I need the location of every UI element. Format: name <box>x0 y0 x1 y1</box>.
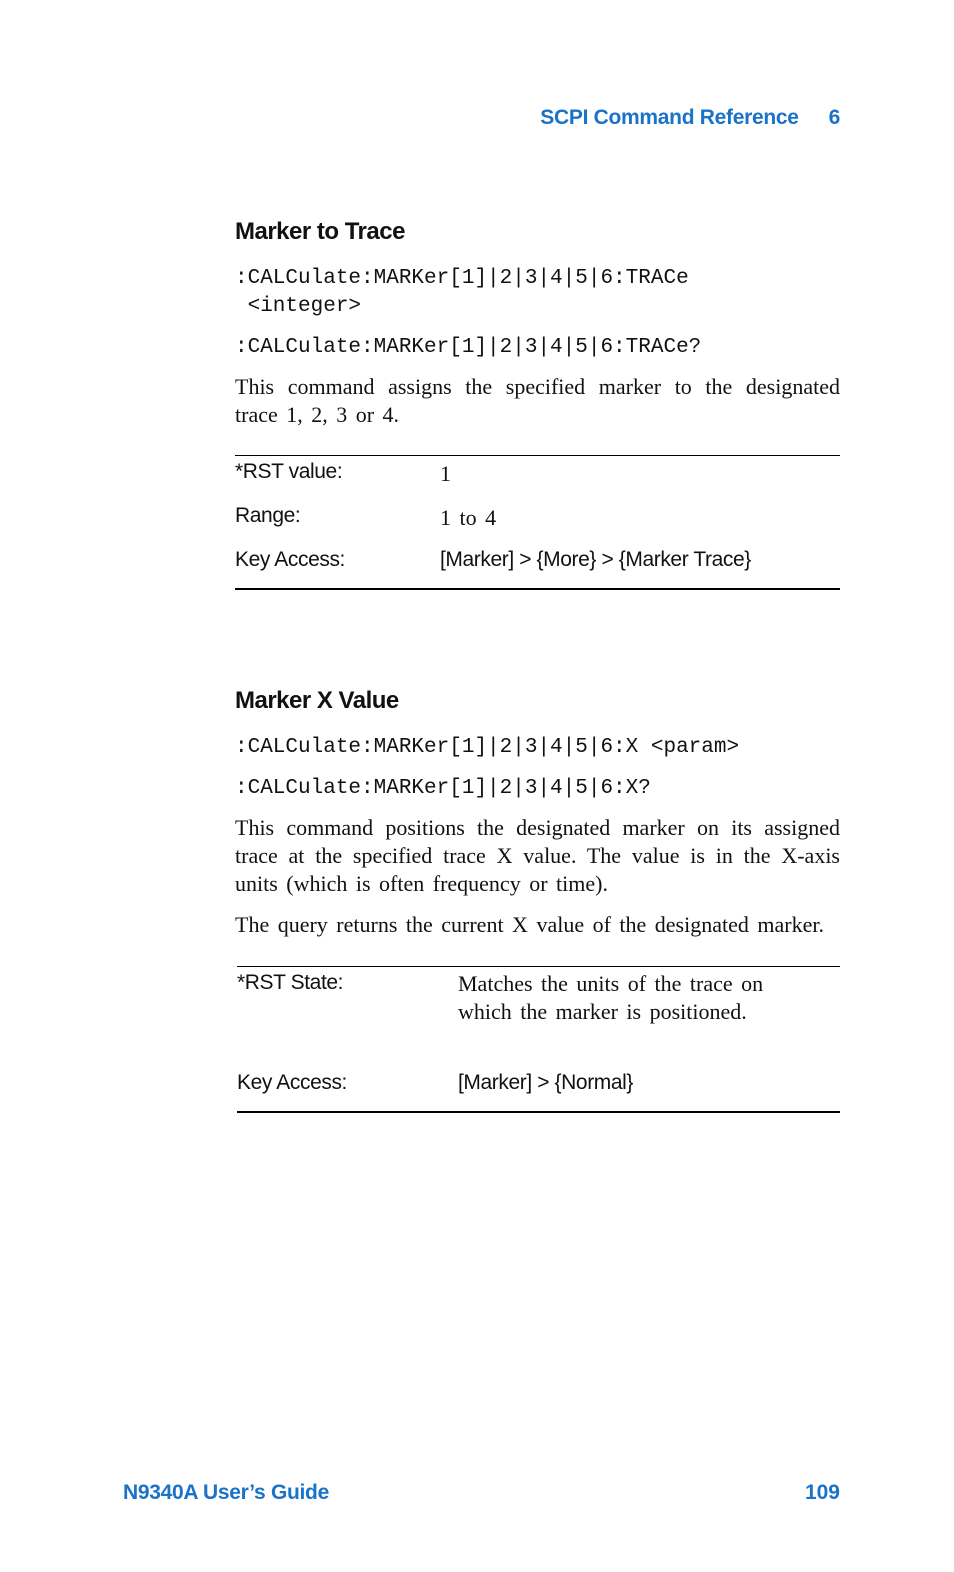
chapter-number: 6 <box>828 106 840 129</box>
table-row <box>235 504 840 548</box>
table-row <box>237 967 840 1072</box>
section-heading: Marker X Value <box>235 687 399 714</box>
table-row <box>235 456 840 505</box>
chapter-title: SCPI Command Reference <box>540 106 799 129</box>
running-header <box>540 106 840 130</box>
row-label: Key Access: <box>235 548 345 571</box>
row-label: *RST value: <box>235 460 343 483</box>
properties-table <box>237 966 840 1113</box>
row-value: 1 <box>440 461 451 486</box>
section-heading: Marker to Trace <box>235 218 405 245</box>
command-syntax: :CALCulate:MARKer[1]|2|3|4|5|6:TRACe <integer> <box>235 267 689 318</box>
table-row <box>237 1071 840 1112</box>
row-value: Matches the units of the trace on which the marker is positioned. <box>458 971 764 1024</box>
query-syntax: :CALCulate:MARKer[1]|2|3|4|5|6:X? <box>235 777 651 800</box>
query-description-paragraph: The query returns the current X value of the designated marker. <box>235 912 824 937</box>
table-row <box>235 548 840 589</box>
guide-title: N9340A User’s Guide <box>123 1481 329 1504</box>
query-syntax: :CALCulate:MARKer[1]|2|3|4|5|6:TRACe? <box>235 336 702 359</box>
row-value: [Marker] > {Normal} <box>458 1071 634 1094</box>
row-value: [Marker] > {More} > {Marker Trace} <box>440 548 751 571</box>
page-number: 109 <box>804 1481 840 1504</box>
row-label: Range: <box>235 504 301 527</box>
description-paragraph: This command assigns the specified marker to the designated trace 1, 2, 3 or 4. <box>235 374 840 427</box>
row-label: *RST State: <box>237 971 344 994</box>
row-value: 1 to 4 <box>440 505 497 530</box>
section-marker-x-value <box>235 687 840 1113</box>
properties-table <box>235 455 840 590</box>
command-syntax: :CALCulate:MARKer[1]|2|3|4|5|6:X <param> <box>235 736 740 759</box>
section-marker-to-trace <box>235 218 840 590</box>
row-label: Key Access: <box>237 1071 347 1094</box>
description-paragraph: This command positions the designated marker on its assigned trace at the specified trace X value. The value is in the X-axis units (which is often frequency or time). <box>235 815 840 896</box>
